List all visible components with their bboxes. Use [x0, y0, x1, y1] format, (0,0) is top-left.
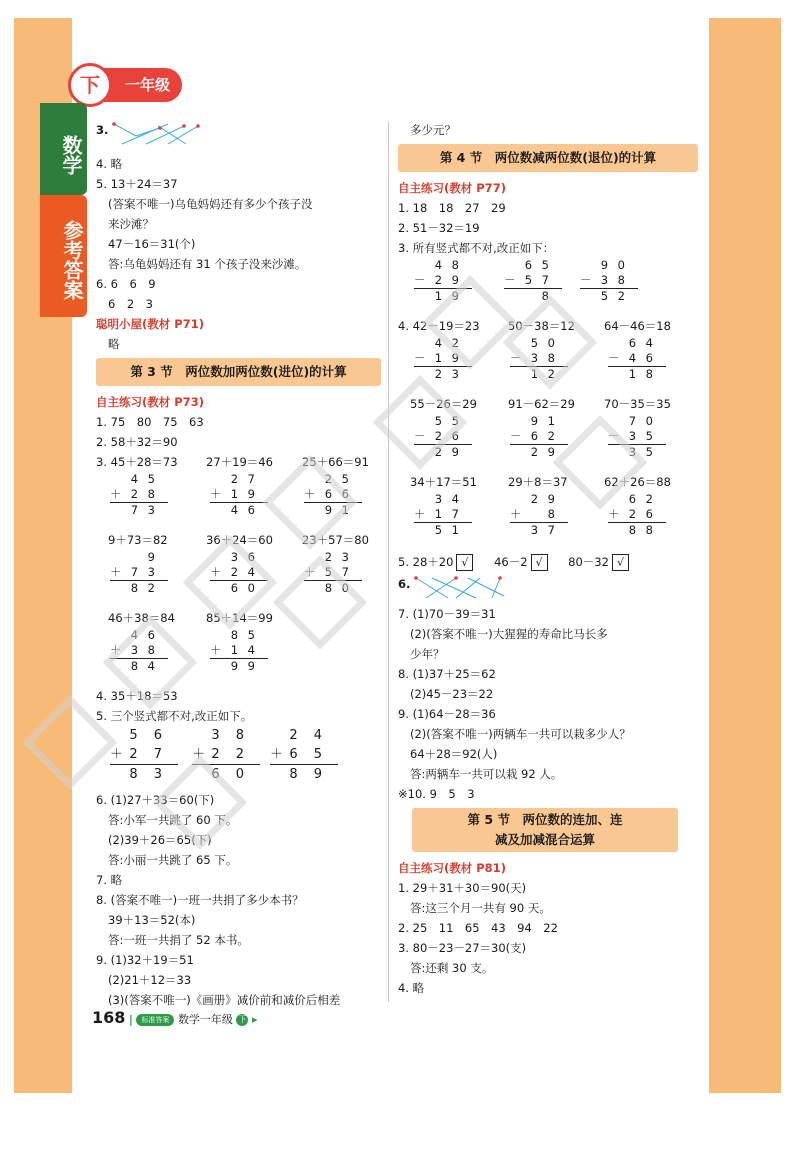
section-5-title: [412, 808, 678, 852]
smart-house-heading: 聪明小屋(教材 P71): [96, 317, 204, 331]
vertical-calcs-row2: [96, 550, 381, 608]
p8-question: 8. (答案不唯一)一班一共捐了多少本书？: [96, 893, 304, 907]
r4-eq3: 64－46＝18: [604, 319, 671, 333]
practice-heading-p81: 自主练习(教材 P81): [398, 861, 506, 875]
q3-label: 3.: [96, 123, 109, 137]
vertical-calc: 2 4 ＋ 6 5 8 9: [268, 726, 338, 784]
r9-answer: 答:两辆车一共可以栽 92 人。: [410, 767, 563, 781]
r10: ※10. 9 5 3: [398, 787, 475, 801]
vertical-calc: 9 ＋ 7 3 8 2: [108, 550, 168, 596]
p3-eq8: 85＋14＝99: [206, 611, 273, 625]
page-footer: 168 | 标准答案 数学一年级 下 ▸: [92, 1008, 258, 1027]
p3-equations-row2: [96, 530, 381, 550]
vertical-calc: 2 3 ＋ 5 7 8 0: [302, 550, 362, 596]
section-3-title: 第 3 节 两位数加两位数(进位)的计算: [96, 358, 381, 386]
p3-eq7: 46＋38＝84: [108, 611, 175, 625]
r7-2: (2)(答案不唯一)大猩猩的寿命比马长多: [410, 627, 608, 641]
r4-eq2: 50－38＝12: [508, 319, 575, 333]
p7: 7. 略: [96, 873, 123, 887]
vertical-calc: 2 9 ＋ 8 3 7: [508, 492, 568, 538]
p8-answer: 答:一班一共捐了 52 本书。: [108, 933, 249, 947]
q6-row1: 6. 6 6 9: [96, 277, 156, 291]
r4-eq7: 34＋17＝51: [410, 475, 477, 489]
p1: 1. 75 80 75 63: [96, 415, 204, 429]
s4: 4. 略: [398, 981, 425, 995]
matching-lines-diagram: [108, 120, 218, 150]
s3-answer: 答:还剩 30 支。: [410, 961, 494, 975]
r4-eq9: 62＋26＝88: [604, 475, 671, 489]
p9-3: (3)(答案不唯一)《画册》减价前和减价后相差: [108, 993, 341, 1007]
r9-equation: 64＋28＝92(人): [410, 747, 498, 761]
vertical-calc: 6 4 － 4 6 1 8: [606, 336, 666, 382]
vertical-calc: 5 5 － 2 6 2 9: [412, 414, 472, 460]
vertical-calc: 7 0 － 3 5 3 5: [606, 414, 666, 460]
sub-calcs-row1: [398, 258, 698, 316]
s1: 1. 29＋31＋30＝90(天): [398, 881, 527, 895]
vertical-calc: 5 0 － 3 8 1 2: [508, 336, 568, 382]
term-badge: 下: [238, 1015, 247, 1024]
q5-question-cont: 来沙滩？: [108, 217, 154, 231]
check-box: √: [531, 554, 548, 571]
p4: 4. 35＋18＝53: [96, 689, 178, 703]
vertical-calcs-row3: [96, 628, 381, 686]
section-5-title-line1: 第 5 节 两位数的连加、连: [467, 812, 623, 827]
vertical-calc: 3 4 ＋ 1 7 5 1: [412, 492, 472, 538]
left-column: [96, 120, 381, 1010]
subject-tab: 数学: [40, 103, 87, 195]
vertical-calc: 3 6 ＋ 2 4 6 0: [208, 550, 268, 596]
vertical-calc: 2 5 ＋ 6 6 9 1: [302, 472, 362, 518]
practice-heading-p73: 自主练习(教材 P73): [96, 395, 204, 409]
vertical-calc: 9 1 － 6 2 2 9: [508, 414, 568, 460]
vertical-calc: 4 6 ＋ 3 8 8 4: [108, 628, 168, 674]
book-title: 数学一年级: [177, 1013, 233, 1026]
q5-answer: 答:乌龟妈妈还有 31 个孩子没来沙滩。: [108, 257, 307, 271]
r4-equations-row3: [398, 472, 698, 492]
vertical-calcs-row1: [96, 472, 381, 530]
vertical-calc: 4 8 － 2 9 1 9: [412, 258, 472, 304]
right-margin-band: [709, 18, 781, 1093]
series-logo: 标准答案: [136, 1014, 174, 1026]
matching-lines-diagram: [412, 574, 522, 604]
p9-3-cont: 多少元？: [410, 123, 456, 137]
p3-eq6: 23＋57＝80: [302, 533, 369, 547]
q5: 5. 13＋24＝37: [96, 177, 178, 191]
vertical-calc: 2 7 ＋ 1 9 4 6: [208, 472, 268, 518]
p6-2: (2)39＋26＝65(下): [108, 833, 212, 847]
p6-1: 6. (1)27＋33＝60(下): [96, 793, 215, 807]
practice-heading-p77: 自主练习(教材 P77): [398, 181, 506, 195]
sub-calcs-row2: [398, 336, 698, 394]
p8-equation: 39＋13＝52(本): [108, 913, 196, 927]
s2: 2. 25 11 65 43 94 22: [398, 921, 558, 935]
grade-badge: 下: [68, 63, 112, 107]
answers-tab: 参考答案: [40, 195, 87, 317]
s1-answer: 答:这三个月一共有 90 天。: [410, 901, 551, 915]
p3-equations-row1: [96, 452, 381, 472]
q4: 4. 略: [96, 157, 123, 171]
r5-expr3: 80－32: [568, 555, 609, 569]
grade-label: 一年级: [88, 68, 182, 102]
sub-calcs-row3: [398, 414, 698, 472]
r5-expr2: 46－2: [494, 555, 528, 569]
r7-2-cont: 少年？: [410, 647, 445, 661]
p3-eq3: 25＋66＝91: [302, 455, 369, 469]
check-box: √: [456, 554, 473, 571]
vertical-calcs-row4: [96, 726, 381, 790]
r4-eq6: 70－35＝35: [604, 397, 671, 411]
p3-equations-row3: [96, 608, 381, 628]
r4-equations-row1: [398, 316, 698, 336]
r8-2: (2)45－23＝22: [410, 687, 494, 701]
p5: 5. 三个竖式都不对,改正如下。: [96, 709, 253, 723]
vertical-calc: 8 5 ＋ 1 4 9 9: [208, 628, 268, 674]
r5-row: [398, 550, 698, 574]
add-calcs-row4: [398, 492, 698, 550]
page-number: 168: [92, 1008, 126, 1027]
p6-1-answer: 答:小军一共跳了 60 下。: [108, 813, 238, 827]
check-box: √: [612, 554, 629, 571]
vertical-calc: 4 2 － 1 9 2 3: [412, 336, 472, 382]
p3-eq2: 27＋19＝46: [206, 455, 273, 469]
section-4-title: 第 4 节 两位数减两位数(退位)的计算: [398, 144, 698, 172]
r4-eq8: 29＋8＝37: [508, 475, 568, 489]
r9-1: 9. (1)64－28＝36: [398, 707, 496, 721]
s3: 3. 80－23－27＝30(支): [398, 941, 527, 955]
vertical-calc: 6 2 ＋ 2 6 8 8: [606, 492, 666, 538]
right-column: [398, 120, 698, 998]
p9-1: 9. (1)32＋19＝51: [96, 953, 194, 967]
p3-eq1: 3. 45＋28＝73: [96, 455, 178, 469]
r2: 2. 51－32＝19: [398, 221, 480, 235]
vertical-calc: 5 6 ＋ 2 7 8 3: [108, 726, 178, 784]
p2: 2. 58＋32＝90: [96, 435, 178, 449]
r1: 1. 18 18 27 29: [398, 201, 506, 215]
q5-equation: 47－16＝31(个): [108, 237, 196, 251]
r4-eq4: 55－26＝29: [410, 397, 477, 411]
section-5-title-line2: 减及加减混合运算: [494, 832, 595, 847]
vertical-calc: 9 0 － 3 8 5 2: [578, 258, 638, 304]
r4-eq5: 91－62＝29: [508, 397, 575, 411]
p3-eq4: 9＋73＝82: [108, 533, 168, 547]
column-divider: [388, 122, 389, 1002]
r3: 3. 所有竖式都不对,改正如下：: [398, 241, 555, 255]
r6-label: 6.: [398, 577, 411, 591]
p9-2: (2)21＋12＝33: [108, 973, 192, 987]
vertical-calc: 3 8 ＋ 2 2 6 0: [190, 726, 260, 784]
r8-1: 8. (1)37＋25＝62: [398, 667, 496, 681]
vertical-calc: 4 5 ＋ 2 8 7 3: [108, 472, 168, 518]
p3-eq5: 36＋24＝60: [206, 533, 273, 547]
r9-2: (2)(答案不唯一)两辆车一共可以栽多少人？: [410, 727, 631, 741]
vertical-calc: 6 5 － 5 7 8: [502, 258, 562, 304]
q6-row2: 6 2 3: [108, 297, 153, 311]
smart-house-answer: 略: [108, 337, 120, 351]
r4-eq1: 4. 42－19＝23: [398, 319, 480, 333]
r5-expr1: 5. 28＋20: [398, 555, 454, 569]
q5-question: (答案不唯一)乌龟妈妈还有多少个孩子没: [108, 197, 313, 211]
r4-equations-row2: [398, 394, 698, 414]
p6-2-answer: 答:小丽一共跳了 65 下。: [108, 853, 238, 867]
r7-1: 7. (1)70－39＝31: [398, 607, 496, 621]
